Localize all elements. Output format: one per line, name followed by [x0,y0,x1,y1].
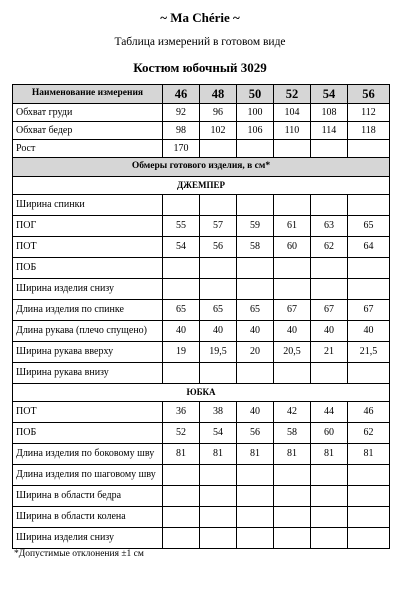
measurement-value [311,140,348,158]
measurement-value [348,279,390,300]
measurement-value [348,258,390,279]
measurement-value [311,507,348,528]
measurement-value: 21,5 [348,342,390,363]
measurement-label: ПОБ [13,258,163,279]
measurement-value: 54 [200,423,237,444]
skirt-measurements-group [13,402,390,549]
measurement-value [274,195,311,216]
measurement-label: Обхват груди [13,104,163,122]
measurement-value: 108 [311,104,348,122]
measurement-value: 98 [163,122,200,140]
measurement-value: 46 [348,402,390,423]
measurement-value [163,465,200,486]
measurement-value: 52 [163,423,200,444]
brand-name: ~ Ma Chérie ~ [160,10,240,25]
measurement-label: Длина изделия по спинке [13,300,163,321]
table-row [13,258,390,279]
measurement-value [163,486,200,507]
body-measurements-group [13,104,390,158]
measurement-value [311,486,348,507]
measurement-value [237,140,274,158]
measurement-value: 63 [311,216,348,237]
measurement-value: 40 [200,321,237,342]
measurement-value: 112 [348,104,390,122]
measurement-value [274,486,311,507]
measurement-value: 60 [274,237,311,258]
measurement-value [237,195,274,216]
size-header-cell: 52 [274,85,311,104]
jumper-heading-row [13,177,390,195]
size-header-cell: 56 [348,85,390,104]
measurement-value: 96 [200,104,237,122]
table-row [13,402,390,423]
measurement-value: 100 [237,104,274,122]
measurement-value: 170 [163,140,200,158]
measurement-value [200,528,237,549]
measurement-value [274,258,311,279]
measurement-value [237,363,274,384]
measurement-value: 81 [237,444,274,465]
measurement-value [237,465,274,486]
measurement-value: 38 [200,402,237,423]
measurement-value: 21 [311,342,348,363]
measurement-value: 65 [237,300,274,321]
measurement-value [274,528,311,549]
measurement-value: 56 [200,237,237,258]
measurement-value [311,195,348,216]
measurement-value: 58 [274,423,311,444]
table-row [13,300,390,321]
measurement-value: 67 [348,300,390,321]
measurement-label: Ширина спинки [13,195,163,216]
measurement-value: 57 [200,216,237,237]
measurement-value: 54 [163,237,200,258]
product-title: Костюм юбочный 3029 [133,60,267,75]
skirt-heading-row [13,384,390,402]
measurement-value: 67 [274,300,311,321]
measurement-value: 56 [237,423,274,444]
measurement-value [200,486,237,507]
measurement-value [274,140,311,158]
table-row [13,216,390,237]
measurement-value: 60 [311,423,348,444]
measurement-value: 81 [163,444,200,465]
measurement-value [348,465,390,486]
measurement-value: 59 [237,216,274,237]
measurement-value: 104 [274,104,311,122]
measurement-value: 20 [237,342,274,363]
measurement-value [163,363,200,384]
measurement-value: 114 [311,122,348,140]
measurement-label: Длина изделия по боковому шву [13,444,163,465]
measurement-value: 42 [274,402,311,423]
measurement-value: 102 [200,122,237,140]
measurement-value: 40 [163,321,200,342]
measurement-value [348,507,390,528]
table-row [13,279,390,300]
measurement-value: 40 [237,402,274,423]
jumper-measurements-group [13,195,390,384]
measurement-value: 44 [311,402,348,423]
measurement-value [237,486,274,507]
jumper-heading: ДЖЕМПЕР [13,177,390,195]
size-header-cell: 50 [237,85,274,104]
size-header-cell: 48 [200,85,237,104]
measurement-value [237,258,274,279]
measurement-value [274,279,311,300]
measurement-value [348,140,390,158]
measurement-value: 19,5 [200,342,237,363]
table-row [13,486,390,507]
measurement-value [163,507,200,528]
measurement-value [200,363,237,384]
measurement-label: Длина изделия по шаговому шву [13,465,163,486]
measurement-label: ПОТ [13,402,163,423]
table-row [13,465,390,486]
measurement-value: 62 [348,423,390,444]
size-header-cell: 54 [311,85,348,104]
measurement-value [311,363,348,384]
measurement-value [163,195,200,216]
measurement-value: 65 [163,300,200,321]
table-header-row [13,85,390,104]
measurement-value: 65 [348,216,390,237]
measurement-value [200,465,237,486]
table-row [13,122,390,140]
measurement-table [12,84,390,549]
measurement-value: 58 [237,237,274,258]
measurement-label: Ширина в области колена [13,507,163,528]
table-row [13,104,390,122]
measurement-value [200,195,237,216]
measurement-label: Ширина изделия снизу [13,279,163,300]
measurement-value: 81 [274,444,311,465]
measurement-value: 92 [163,104,200,122]
measurement-label: Длина рукава (плечо спущено) [13,321,163,342]
table-row [13,321,390,342]
table-row [13,528,390,549]
table-row [13,444,390,465]
measurement-label: Ширина рукава внизу [13,363,163,384]
measurement-value [237,507,274,528]
measurement-value [200,507,237,528]
measurement-value [348,363,390,384]
measurement-value: 62 [311,237,348,258]
measurement-value: 81 [311,444,348,465]
measurement-value: 55 [163,216,200,237]
measurement-value [311,279,348,300]
document-subtitle: Таблица измерений в готовом виде [114,36,286,48]
measurement-value: 106 [237,122,274,140]
header-label-cell: Наименование измерения [13,85,163,104]
measurement-value [348,195,390,216]
table-row [13,423,390,444]
measurement-label: ПОБ [13,423,163,444]
measurement-label: Обхват бедер [13,122,163,140]
measurement-value [311,528,348,549]
measurement-value: 40 [311,321,348,342]
measurement-value [274,465,311,486]
measurement-label: ПОТ [13,237,163,258]
measurement-value [274,507,311,528]
measurement-value: 40 [274,321,311,342]
measurement-value: 20,5 [274,342,311,363]
measurement-value: 81 [348,444,390,465]
measurement-value: 64 [348,237,390,258]
measurement-value [163,279,200,300]
measurement-value: 19 [163,342,200,363]
measurement-value: 65 [200,300,237,321]
table-row [13,342,390,363]
table-row [13,507,390,528]
garment-heading-row [13,158,390,177]
garment-heading: Обмеры готового изделия, в см* [13,158,390,177]
measurement-value: 81 [200,444,237,465]
measurement-label: Рост [13,140,163,158]
measurement-value: 40 [348,321,390,342]
measurement-value [348,486,390,507]
tolerance-footnote: *Допустимые отклонения ±1 см [14,549,144,559]
measurement-value: 110 [274,122,311,140]
size-header-cell: 46 [163,85,200,104]
skirt-heading: ЮБКА [13,384,390,402]
measurement-value [200,258,237,279]
measurement-value [163,258,200,279]
measurement-label: ПОГ [13,216,163,237]
table-row [13,195,390,216]
measurement-value: 36 [163,402,200,423]
measurement-value [200,279,237,300]
measurement-value [311,465,348,486]
measurement-value [237,528,274,549]
measurement-value [274,363,311,384]
table-row [13,140,390,158]
measurement-value [237,279,274,300]
measurement-value [311,258,348,279]
measurement-value: 61 [274,216,311,237]
measurement-value [200,140,237,158]
measurement-label: Ширина изделия снизу [13,528,163,549]
measurement-value [163,528,200,549]
measurement-value: 67 [311,300,348,321]
measurement-label: Ширина в области бедра [13,486,163,507]
measurement-value: 118 [348,122,390,140]
table-row [13,363,390,384]
measurement-value: 40 [237,321,274,342]
measurement-label: Ширина рукава вверху [13,342,163,363]
table-row [13,237,390,258]
measurement-value [348,528,390,549]
